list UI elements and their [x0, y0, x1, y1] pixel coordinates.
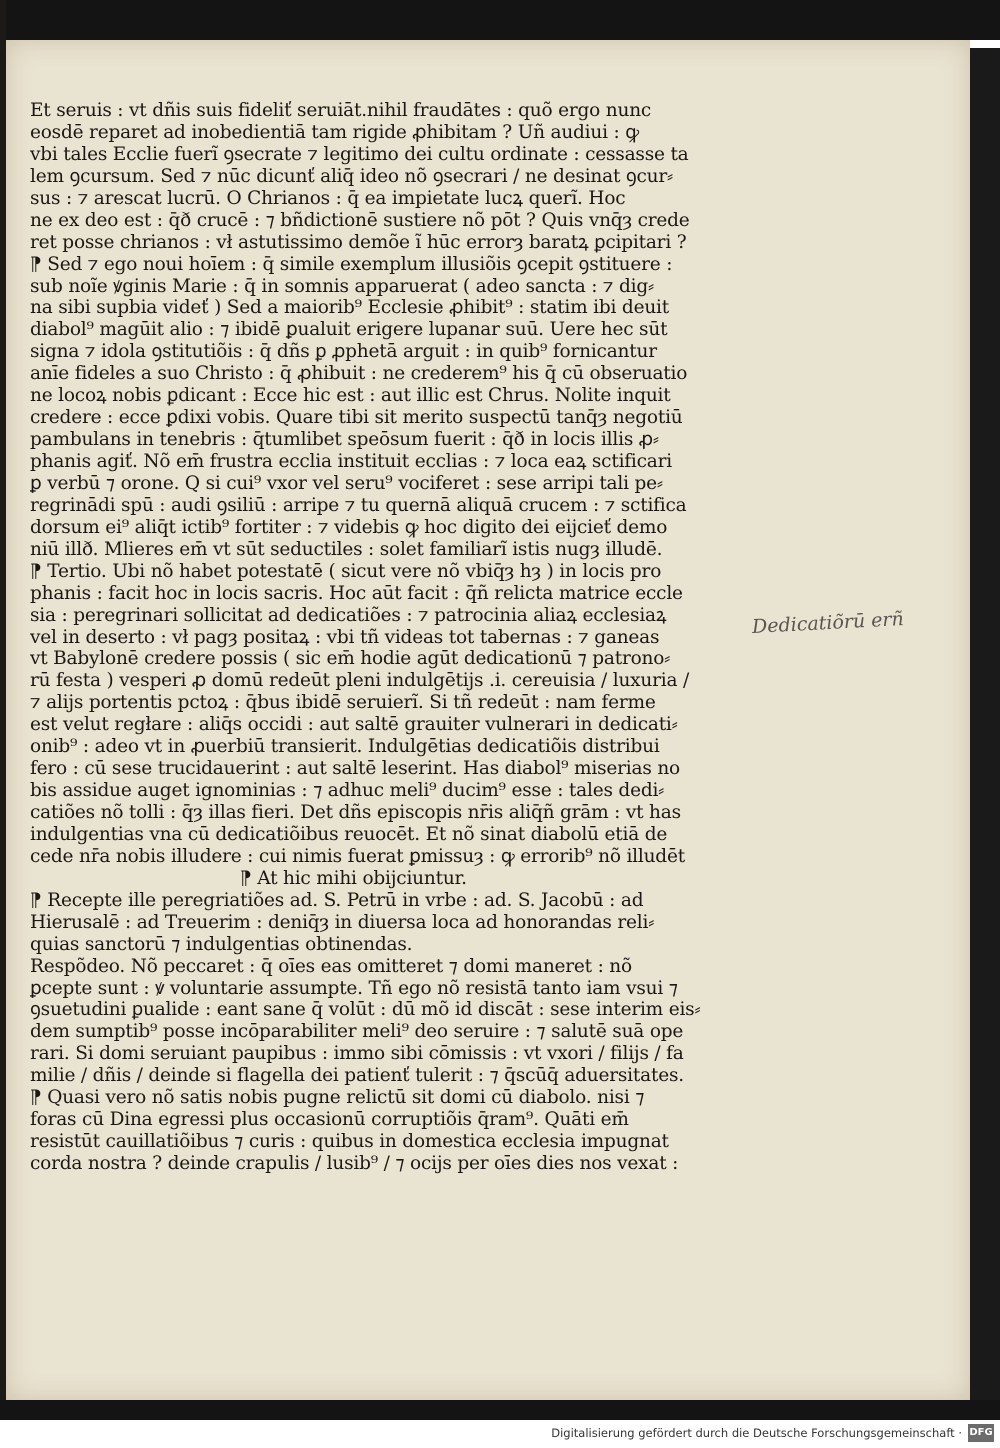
text-line: pambulans in tenebris : q̄tumlibet speōsum fuerit : q̄ð in locis illis ꝓ⸗ — [30, 429, 659, 451]
text-line: niū illð. Mlieres em̄ vt sūt seductiles : solet familiarĩ istis nugȝ illudē. — [30, 538, 663, 560]
text-line: catiões nõ tolli : q̄ȝ illas fieri. Det dñs episcopis nr̄is aliq̄ñ grām : vt has — [30, 802, 681, 823]
text-line: est velut regłare : aliq̄s occidi : aut saltē grauiter vulnerari in dedicati⸗ — [30, 714, 678, 736]
text-line: cede nr̄a nobis illudere : cui nimis fuerat ꝑmissuȝ : ꝙ errorib⁹ nõ illudēt — [30, 845, 685, 867]
text-line: diabol⁹ magūit alio : ⁊ ibidē ꝑualuit erigere lupanar suū. Uere hec sūt — [30, 319, 668, 341]
text-line: resistūt cauillatiõibus ⁊ curis : quibus in domestica ecclesia impugnat — [30, 1131, 669, 1153]
marginal-note: Dedicatiõrū erñ — [751, 608, 905, 638]
text-line: ret posse chrianos : vł astutissimo demõe ĩ hūc errorȝ baratꝝ ꝑcipitari ? — [30, 231, 687, 253]
text-line: signa ⁊ idola ꝯstitutiõis : q̄ dñs ꝑ ꝓphetā arguit : in quib⁹ fornicantur — [30, 341, 657, 363]
text-line: ⁋ Quasi vero nõ satis nobis pugne relictū sit domi cū diabolo. nisi ⁊ — [30, 1087, 645, 1109]
text-line: regrinādi spū : audi ꝯsiliū : arripe ⁊ tu quernā aliquā crucem : ⁊ sctifica — [30, 494, 687, 516]
dfg-logo: DFG — [968, 1424, 994, 1442]
text-line: ⁋ At hic mihi obijciuntur. — [240, 867, 467, 889]
text-line: Respõdeo. Nõ peccaret : q̄ oīes eas omitteret ⁊ domi maneret : nõ — [30, 955, 632, 977]
text-line: indulgentias vna cū dedicatiõibus reuocēt. Et nõ sinat diabolū etiā de — [30, 823, 668, 845]
text-line: Hierusalē : ad Treuerim : deniq̄ȝ in diuersa loca ad honorandas reli⸗ — [30, 911, 655, 933]
text-line: ꝑcepte sunt : ꝟ voluntarie assumpte. Tñ ego nõ resistā tanto iam vsui ⁊ — [30, 977, 678, 999]
text-line: dem sumptib⁹ posse incōparabiliter meli⁹ deo seruire : ⁊ salutē suā ope — [30, 1021, 684, 1043]
scan-top-border — [0, 0, 1000, 40]
text-line: ⁋ Sed ⁊ ego noui hoīem : q̄ simile exemplum illusiõis ꝯcepit ꝯstituere : — [30, 253, 673, 275]
scan-bottom-border — [0, 1400, 1000, 1420]
footer — [0, 1420, 1000, 1448]
text-line: ꝑ verbū ⁊ orone. Q si cui⁹ vxor vel seru⁹ vociferet : sese arripi tali pe⸗ — [30, 472, 663, 494]
text-block — [30, 100, 740, 1175]
text-line: ne ex deo est : q̄ð crucē : ⁊ bñdictionē sustiere nõ pōt ? Quis vnq̄ȝ crede — [30, 209, 690, 231]
text-line: anīe fideles a suo Christo : q̄ ꝓhibuit : ne crederem⁹ his q̄ cū obseruatio — [30, 363, 688, 385]
text-line: lem ꝯcursum. Sed ⁊ nūc dicunť aliq̄ ideo nõ ꝯsecrari / ne desinat ꝯcur⸗ — [30, 165, 674, 187]
text-line: vbi tales Ecclie fuerĩ ꝯsecrate ⁊ legitimo dei cultu ordinate : cessasse ta — [30, 143, 689, 165]
text-line: corda nostra ? deinde crapulis / lusib⁹ / ⁊ ocijs per oīes dies nos vexat : — [30, 1153, 679, 1174]
text-line: sia : peregrinari sollicitat ad dedicatiões : ⁊ patrocinia aliaꝝ ecclesiaꝝ — [30, 604, 667, 626]
text-line: rū festa ) vesperi ꝓ domū redeūt pleni indulgētijs .i. cereuisia / luxuria / — [30, 670, 690, 692]
text-line: foras cū Dina egressi plus occasionū corruptiõis q̄ram⁹. Quāti em̄ — [30, 1109, 629, 1131]
text-line: na sibi supbia videť ) Sed a maiorib⁹ Ecclesie ꝓhibit⁹ : statim ibi deuit — [30, 297, 669, 319]
text-line: eosdē reparet ad inobedientiā tam rigide ꝓhibitam ? Uñ audiui : ꝙ — [30, 121, 639, 143]
text-line: phanis : facit hoc in locis sacris. Hoc aūt facit : q̄ñ relicta matrice eccle — [30, 582, 683, 604]
text-line: sub noĩe ꝟginis Marie : q̄ in somnis apparuerat ( adeo sancta : ⁊ dig⸗ — [30, 275, 654, 297]
text-line: dorsum ei⁹ aliq̄t ictib⁹ fortiter : ⁊ videbis ꝙ hoc digito dei eijcieť demo — [30, 516, 668, 538]
text-line: vel in deserto : vł pagȝ positaꝝ : vbi tñ videas tot tabernas : ⁊ ganeas — [30, 626, 660, 648]
text-line: vt Babylonē credere possis ( sic em̄ hodie agūt dedicationū ⁊ patrono⸗ — [30, 648, 671, 670]
text-line: rari. Si domi seruiant paupibus : immo sibi cōmissis : vt vxori / filijs / fa — [30, 1043, 684, 1065]
text-line: ⁊ alijs portentis pctoꝝ : q̄bus ibidē seruierĩ. Si tñ redeūt : nam ferme — [30, 692, 656, 714]
text-line: fero : cū sese trucidauerint : aut saltē leserint. Has diabol⁹ miserias no — [30, 758, 680, 780]
text-line: onib⁹ : adeo vt in ꝓuerbiū transierit. Indulgētias dedicatiõis distribui — [30, 736, 660, 758]
text-line: ⁋ Recepte ille peregriatiões ad. S. Petrū in vrbe : ad. S. Jacobū : ad — [30, 889, 644, 911]
text-line: bis assidue auget ignominias : ⁊ adhuc meli⁹ ducim⁹ esse : tales dedi⸗ — [30, 780, 665, 802]
scan-right-border — [970, 48, 1000, 1400]
text-line: credere : ecce ꝑdixi vobis. Quare tibi sit merito suspectū tanq̄ȝ negotiū — [30, 407, 683, 429]
text-line: phanis agiť. Nõ em̄ frustra ecclia instituit ecclias : ⁊ loca eaꝝ sctificari — [30, 451, 672, 472]
text-line: Et seruis : vt dñis suis fideliť seruiāt.nihil fraudātes : quõ ergo nunc — [30, 100, 652, 121]
text-line: sus : ⁊ arescat lucrū. O Chrianos : q̄ ea impietate lucꝝ querĩ. Hoc — [30, 187, 626, 209]
footer-credit: Digitalisierung gefördert durch die Deutsche Forschungsgemeinschaft · — [551, 1426, 962, 1440]
text-line: ne locoꝝ nobis ꝑdicant : Ecce hic est : aut illic est Chrus. Nolite inquit — [30, 385, 671, 407]
text-line: ⁋ Tertio. Ubi nõ habet potestatē ( sicut vere nõ vbiq̄ȝ hȝ ) in locis pro — [30, 560, 662, 582]
text-line: quias sanctorū ⁊ indulgentias obtinendas. — [30, 933, 413, 955]
text-line: ꝯsuetudini ꝑualide : eant sane q̄ volūt : dū mõ id discāt : sese interim eis⸗ — [30, 999, 701, 1021]
text-line: milie / dñis / deinde si flagella dei patienť tulerit : ⁊ q̄scūq̄ aduersitates. — [30, 1065, 684, 1087]
